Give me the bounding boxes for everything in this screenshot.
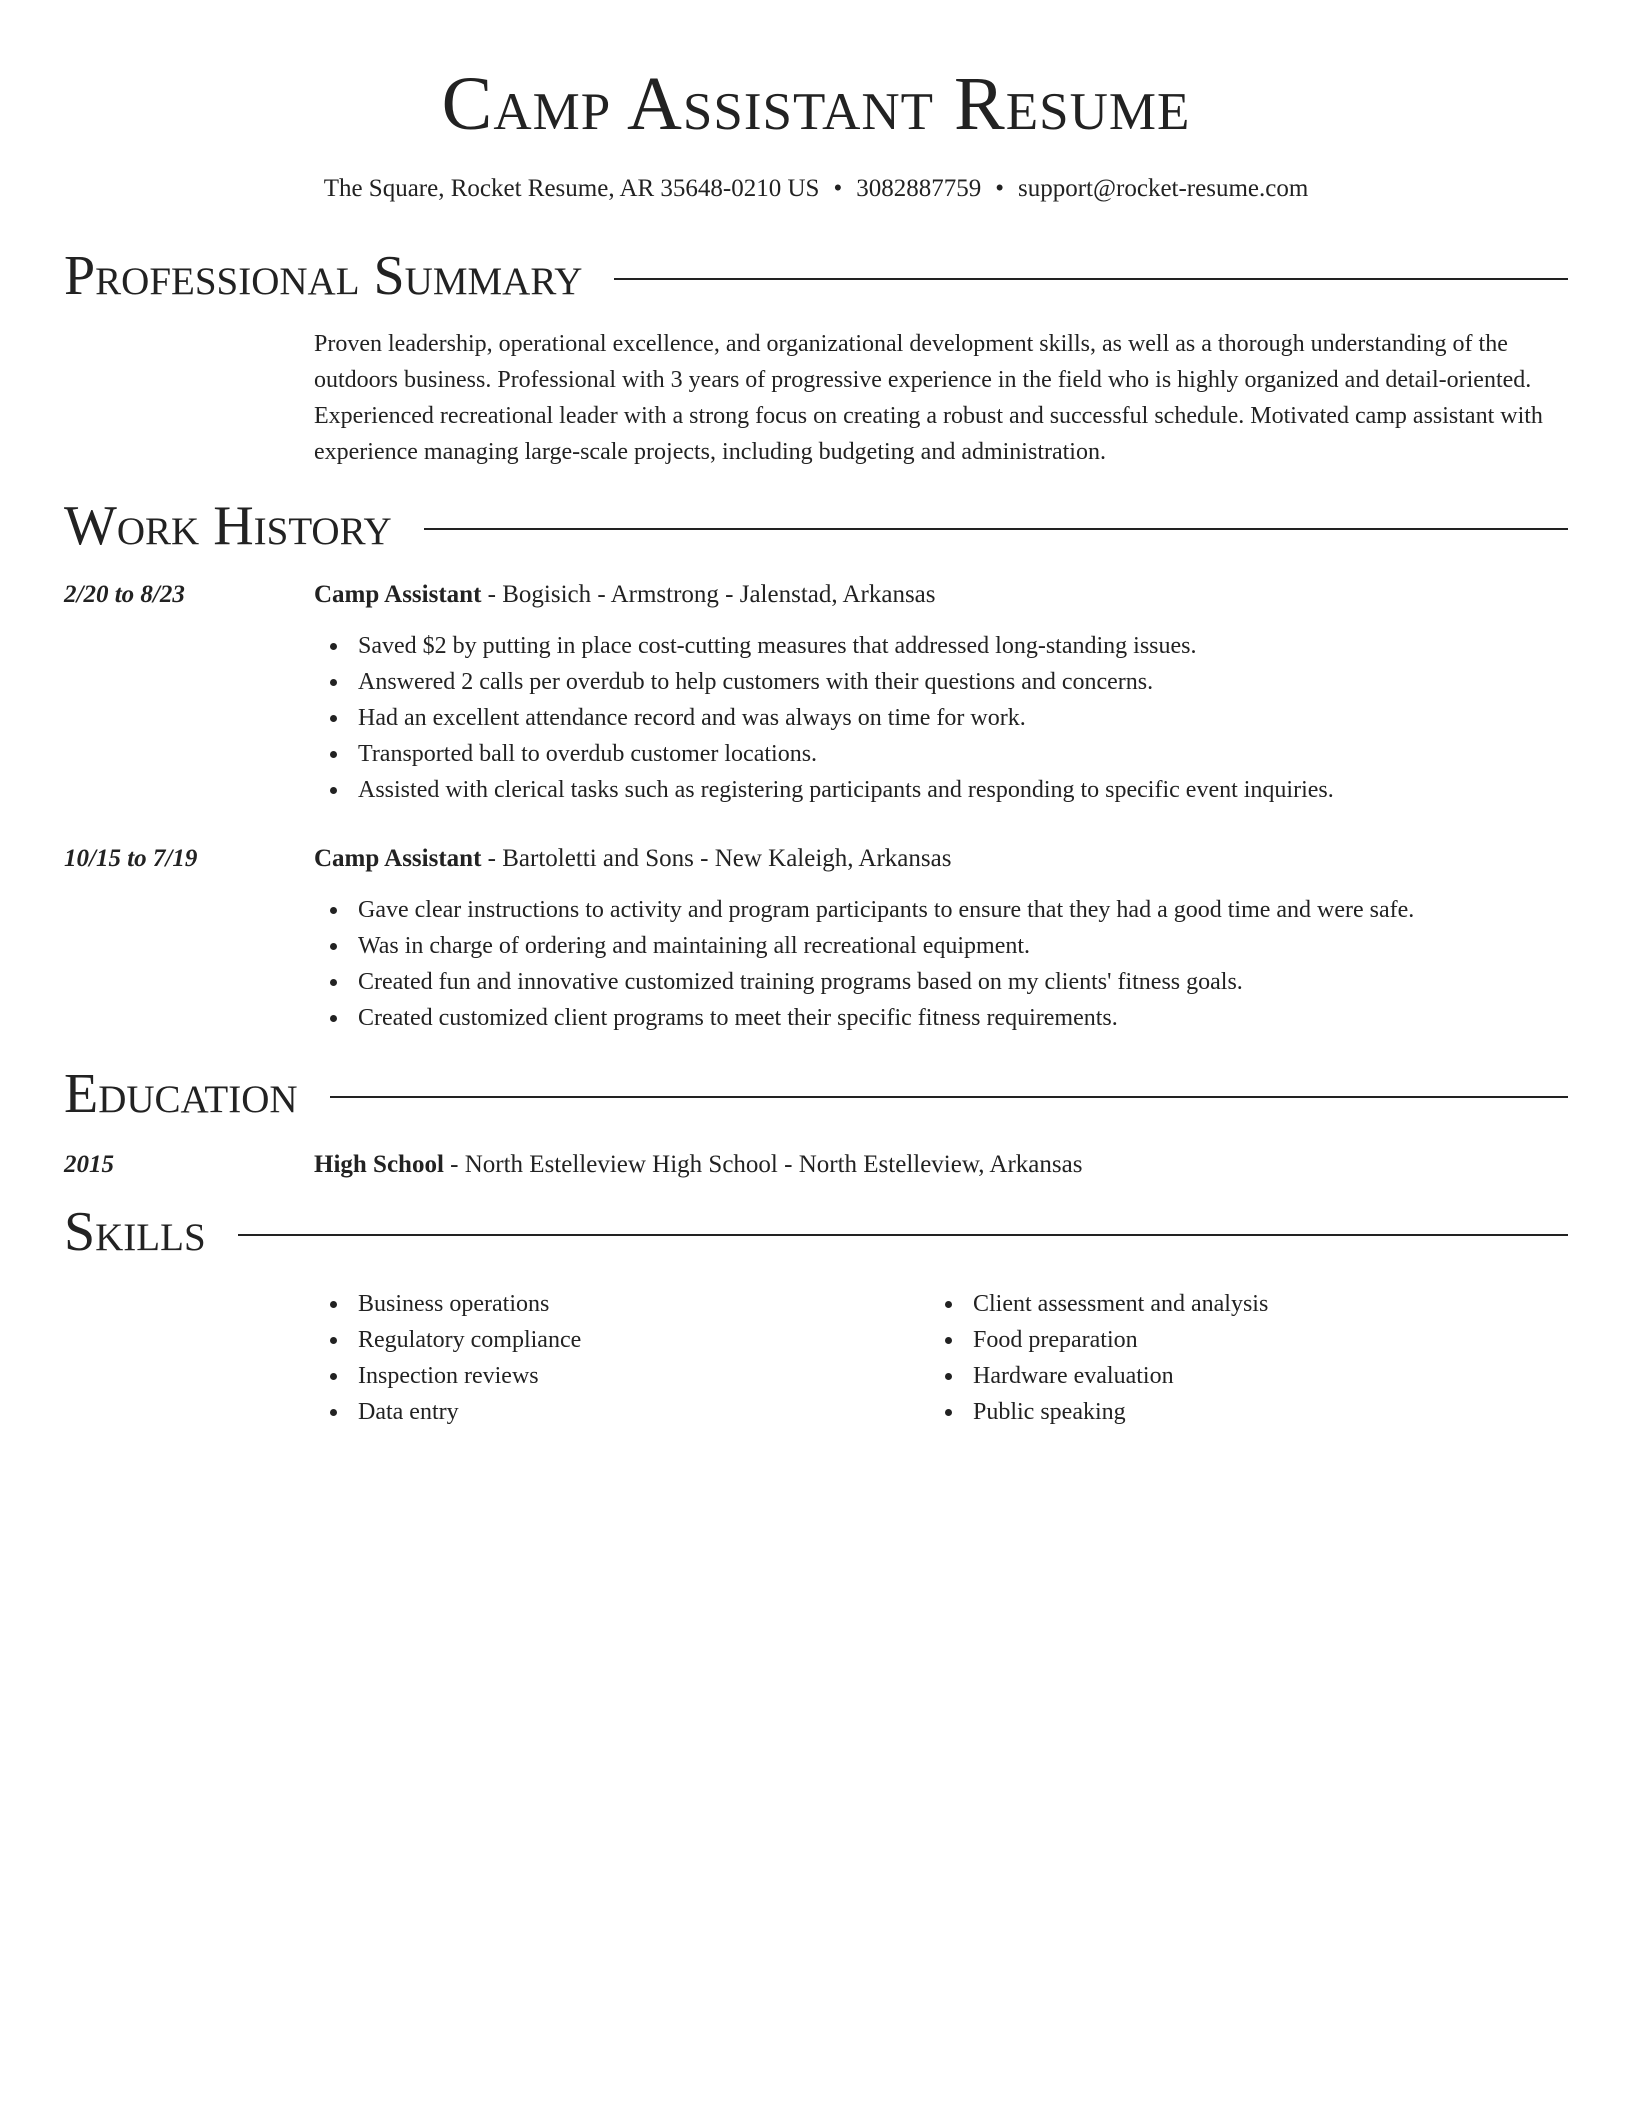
- bullet-icon: [330, 643, 337, 650]
- contact-separator: •: [833, 175, 843, 202]
- list-item: [929, 1394, 1544, 1430]
- skills-section-heading: [64, 1200, 1568, 1264]
- skill-text: Food preparation: [973, 1327, 1138, 1353]
- job-details: - Bogisich - Armstrong - Jalenstad, Arkansas: [481, 581, 936, 608]
- job-bullets: [314, 628, 1568, 808]
- list-item: [314, 1286, 929, 1322]
- list-item: [314, 664, 1568, 700]
- bullet-text: Had an excellent attendance record and was always on time for work.: [358, 705, 1026, 731]
- education-details: - North Estelleview High School - North Estelleview, Arkansas: [443, 1151, 1083, 1178]
- list-item: [314, 1358, 929, 1394]
- bullet-icon: [945, 1301, 952, 1308]
- list-item: [314, 628, 1568, 664]
- bullet-text: Was in charge of ordering and maintaining all recreational equipment.: [358, 933, 1031, 959]
- job-details: - Bartoletti and Sons - New Kaleigh, Arkansas: [481, 845, 952, 872]
- list-item: [929, 1322, 1544, 1358]
- bullet-text: Gave clear instructions to activity and program participants to ensure that they had a good time and were safe.: [358, 897, 1415, 923]
- list-item: [314, 928, 1568, 964]
- job-entry: [64, 842, 1568, 1036]
- bullet-text: Assisted with clerical tasks such as registering participants and responding to specific event inquiries.: [358, 777, 1334, 803]
- skills-column-left: [314, 1286, 929, 1430]
- skill-text: Client assessment and analysis: [973, 1291, 1269, 1317]
- work-title: Work History: [64, 495, 392, 557]
- list-item: [314, 700, 1568, 736]
- job-heading: [314, 842, 1568, 876]
- skills-column-right: [929, 1286, 1544, 1430]
- section-divider: [238, 1234, 1568, 1236]
- bullet-icon: [330, 1409, 337, 1416]
- skill-text: Hardware evaluation: [973, 1363, 1174, 1389]
- resume-title: Camp Assistant Resume: [441, 62, 1191, 146]
- education-entry: [64, 1148, 1568, 1182]
- list-item: [929, 1358, 1544, 1394]
- bullet-icon: [330, 1015, 337, 1022]
- bullet-icon: [330, 943, 337, 950]
- bullet-text: Answered 2 calls per overdub to help customers with their questions and concerns.: [358, 669, 1154, 695]
- list-item: [314, 736, 1568, 772]
- section-divider: [330, 1096, 1568, 1098]
- bullet-icon: [330, 715, 337, 722]
- bullet-icon: [330, 1373, 337, 1380]
- skill-text: Inspection reviews: [358, 1363, 539, 1389]
- bullet-icon: [945, 1337, 952, 1344]
- bullet-icon: [330, 907, 337, 914]
- skill-text: Data entry: [358, 1399, 459, 1425]
- section-divider: [614, 278, 1568, 280]
- summary-title: Professional Summary: [64, 245, 583, 307]
- education-title: Education: [64, 1063, 298, 1125]
- bullet-icon: [945, 1373, 952, 1380]
- contact-line: [64, 172, 1568, 206]
- education-degree: High School: [314, 1151, 444, 1178]
- skill-text: Business operations: [358, 1291, 550, 1317]
- list-item: [929, 1286, 1544, 1322]
- job-dates: 2/20 to 8/23: [64, 581, 185, 608]
- skill-text: Public speaking: [973, 1399, 1126, 1425]
- list-item: [314, 1000, 1568, 1036]
- contact-phone: 3082887759: [856, 175, 982, 202]
- skills-grid: [314, 1286, 1568, 1430]
- bullet-text: Saved $2 by putting in place cost-cutting measures that addressed long-standing issues.: [358, 633, 1197, 659]
- job-role: Camp Assistant: [314, 845, 482, 872]
- job-entry: [64, 578, 1568, 808]
- job-role: Camp Assistant: [314, 581, 482, 608]
- list-item: [314, 892, 1568, 928]
- contact-address: The Square, Rocket Resume, AR 35648-0210 US: [323, 175, 820, 202]
- education-year: 2015: [64, 1151, 114, 1178]
- summary-section-heading: [64, 244, 1568, 308]
- list-item: [314, 964, 1568, 1000]
- education-section-heading: [64, 1062, 1568, 1126]
- section-divider: [424, 528, 1568, 530]
- bullet-text: Created fun and innovative customized training programs based on my clients' fitness goals.: [358, 969, 1243, 995]
- summary-text: Proven leadership, operational excellence, and organizational development skills, as well as a thorough understanding of the outdoors business. Professional with 3 years of progressive experience in the field who is highly organized and detail-oriented. Experienced recreational leader with a strong focus on creating a robust and successful schedule. Motivated camp assistant with experience managing large-scale projects, including budgeting and administration.: [314, 331, 1543, 465]
- bullet-icon: [330, 679, 337, 686]
- skill-text: Regulatory compliance: [358, 1327, 582, 1353]
- bullet-icon: [330, 787, 337, 794]
- list-item: [314, 1394, 929, 1430]
- job-bullets: [314, 892, 1568, 1036]
- bullet-text: Created customized client programs to meet their specific fitness requirements.: [358, 1005, 1118, 1031]
- job-heading: [314, 578, 1568, 612]
- bullet-icon: [945, 1409, 952, 1416]
- job-dates: 10/15 to 7/19: [64, 845, 198, 872]
- list-item: [314, 1322, 929, 1358]
- bullet-icon: [330, 979, 337, 986]
- bullet-text: Transported ball to overdub customer locations.: [358, 741, 818, 767]
- bullet-icon: [330, 1301, 337, 1308]
- education-heading: [314, 1148, 1568, 1182]
- skills-title: Skills: [64, 1201, 206, 1263]
- work-section-heading: [64, 494, 1568, 558]
- list-item: [314, 772, 1568, 808]
- contact-email: support@rocket-resume.com: [1018, 175, 1309, 202]
- bullet-icon: [330, 1337, 337, 1344]
- bullet-icon: [330, 751, 337, 758]
- contact-separator: •: [995, 175, 1004, 202]
